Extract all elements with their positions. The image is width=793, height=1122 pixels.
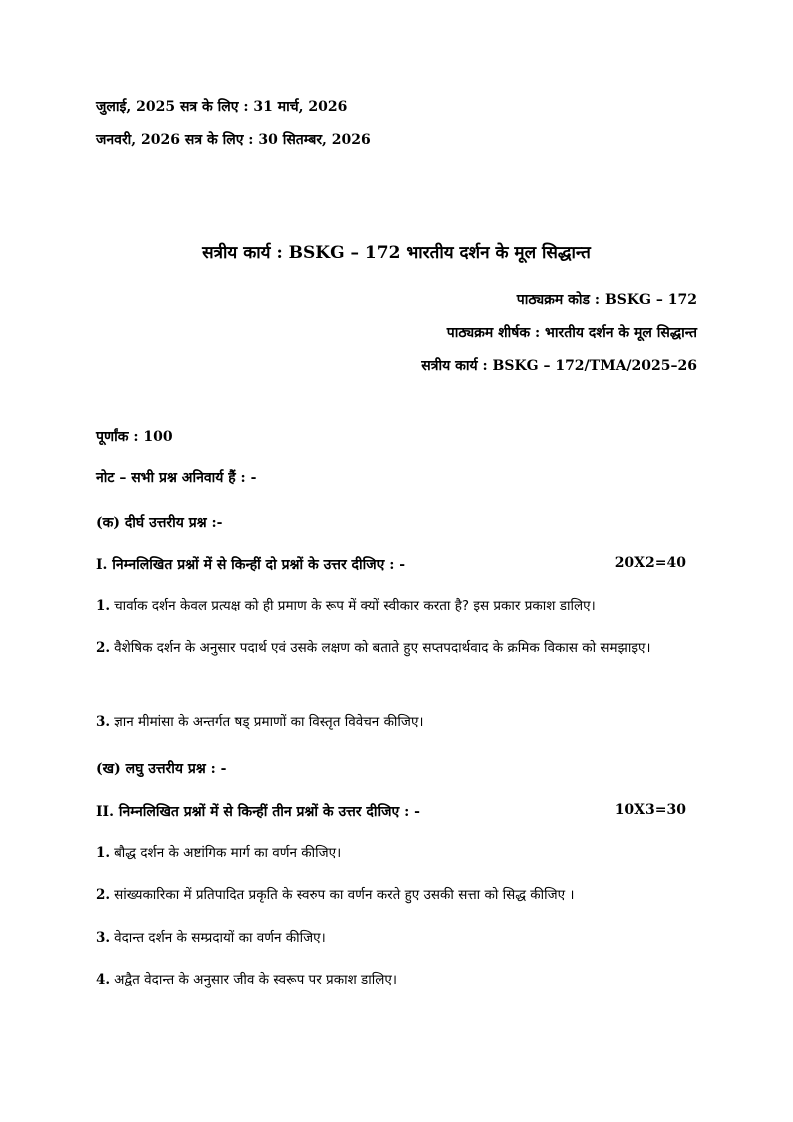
section-a-instruction: I. निम्नलिखित प्रश्नों में से किन्हीं दो प्रश्नों के उत्तर दीजिए : -: [96, 557, 406, 573]
question-text: वैशेषिक दर्शन के अनुसार पदार्थ एवं उसके लक्षण को बताते हुए सप्तपदार्थवाद के क्रमिक विकास को समझाइए।: [114, 640, 651, 656]
july-session-deadline: जुलाई, 2025 सत्र के लिए : 31 मार्च, 2026: [96, 99, 348, 115]
january-session-deadline: जनवरी, 2026 सत्र के लिए : 30 सितम्बर, 2026: [96, 132, 371, 148]
section-a-marks: 20X2=40: [614, 555, 686, 571]
question-a1: [96, 591, 696, 622]
question-b2: [96, 880, 696, 911]
question-number: 1.: [96, 598, 111, 614]
question-a2: [96, 633, 696, 664]
section-b-instruction-row: [96, 802, 686, 821]
question-b4: [96, 965, 696, 996]
section-b-instruction: II. निम्नलिखित प्रश्नों में से किन्हीं तीन प्रश्नों के उत्तर दीजिए : -: [96, 804, 420, 820]
question-text: अद्वैत वेदान्त के अनुसार जीव के स्वरूप पर प्रकाश डालिए।: [114, 972, 397, 988]
question-a3: [96, 707, 696, 738]
section-a-instruction-row: [96, 555, 686, 574]
question-text: सांख्यकारिका में प्रतिपादित प्रकृति के स्वरुप का वर्णन करते हुए उसकी सत्ता को सिद्ध कीजिए ।: [114, 887, 575, 903]
section-a-heading: (क) दीर्घ उत्तरीय प्रश्न :-: [96, 515, 223, 531]
question-text: बौद्ध दर्शन के अष्टांगिक मार्ग का वर्णन कीजिए।: [114, 845, 342, 861]
question-b1: [96, 838, 696, 869]
max-marks: पूर्णांक : 100: [96, 429, 173, 445]
question-number: 3.: [96, 930, 111, 946]
section-b-marks: 10X3=30: [614, 802, 686, 818]
question-text: चार्वाक दर्शन केवल प्रत्यक्ष को ही प्रमाण के रूप में क्यों स्वीकार करता है? इस प्रकार प्रकाश डालिए।: [114, 598, 596, 614]
assignment-code: सत्रीय कार्य : BSKG – 172/TMA/2025–26: [421, 358, 697, 374]
question-text: वेदान्त दर्शन के सम्प्रदायों का वर्णन कीजिए।: [114, 930, 326, 946]
course-title: पाठ्यक्रम शीर्षक : भारतीय दर्शन के मूल सिद्धान्त: [446, 325, 697, 341]
page-title: सत्रीय कार्य : BSKG – 172 भारतीय दर्शन के मूल सिद्धान्त: [202, 243, 591, 263]
question-number: 1.: [96, 845, 111, 861]
question-number: 2.: [96, 887, 111, 903]
note: नोट – सभी प्रश्न अनिवार्य हैं : -: [96, 470, 257, 486]
question-number: 2.: [96, 640, 111, 656]
section-b-heading: (ख) लघु उत्तरीय प्रश्न : -: [96, 761, 227, 777]
question-number: 4.: [96, 972, 111, 988]
course-code: पाठ्यक्रम कोड : BSKG – 172: [516, 292, 697, 308]
question-text: ज्ञान मीमांसा के अन्तर्गत षड् प्रमाणों का विस्तृत विवेचन कीजिए।: [114, 714, 424, 730]
question-number: 3.: [96, 714, 111, 730]
question-b3: [96, 923, 696, 954]
